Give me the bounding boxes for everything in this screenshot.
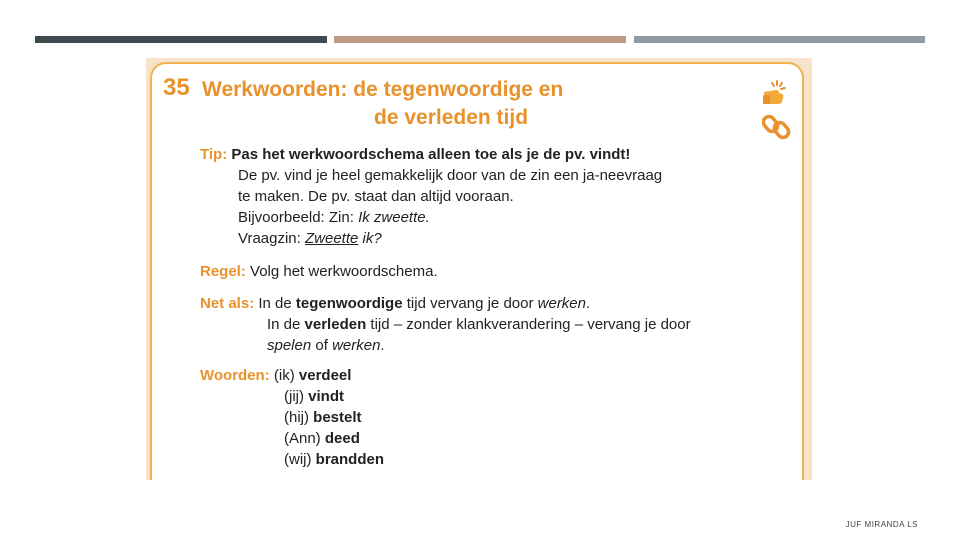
- netals-text: of: [311, 337, 333, 354]
- lesson-card: [150, 62, 804, 480]
- netals-text: In de: [254, 295, 296, 312]
- tip-heading: Pas het werkwoordschema alleen toe als je de pv. vindt!: [231, 146, 631, 163]
- tip-question: [238, 228, 382, 249]
- words-line-4: [284, 428, 360, 449]
- word-verb: brandden: [315, 451, 384, 468]
- netals-verb: werken: [332, 337, 381, 354]
- netals-text: .: [586, 295, 591, 312]
- word-verb: vindt: [308, 388, 344, 405]
- footer-author: JUF MIRANDA LS: [845, 520, 918, 529]
- rule-label: Regel:: [200, 263, 246, 280]
- tip-line-2: te maken. De pv. staat dan altijd vooraan.: [238, 188, 514, 205]
- question-prefix: Vraagzin:: [238, 230, 305, 247]
- pointing-hand-icon: [760, 78, 790, 108]
- rule-text: Volg het werkwoordschema.: [245, 263, 438, 280]
- header-bar-dark: [35, 36, 327, 43]
- example-prefix: Bijvoorbeeld: Zin:: [238, 209, 359, 226]
- title-line-1: Werkwoorden: de tegenwoordige en: [202, 78, 564, 101]
- example-sentence: Ik zweette.: [358, 209, 430, 226]
- chain-link-icon: [762, 112, 792, 142]
- header-bar-tan: [334, 36, 626, 43]
- words-line-2: [284, 386, 344, 407]
- words-line-1: [200, 365, 351, 386]
- word-verb: verdeel: [298, 367, 352, 384]
- netals-term: tegenwoordige: [295, 295, 403, 312]
- tip-example: [238, 207, 430, 228]
- word-verb: deed: [324, 430, 360, 447]
- word-pronoun: (jij): [284, 388, 309, 405]
- question-verb: Zweette: [304, 230, 359, 247]
- lesson-number: 35: [163, 74, 190, 101]
- tip-label: Tip:: [200, 146, 228, 163]
- netals-text: .: [380, 337, 385, 354]
- word-pronoun: (ik): [269, 367, 299, 384]
- title-line-2: de verleden tijd: [374, 106, 529, 129]
- netals-verb: spelen: [267, 337, 312, 354]
- netals-line-3: [267, 335, 385, 356]
- word-verb: bestelt: [313, 409, 362, 426]
- netals-line-2: [267, 314, 691, 335]
- tip-heading-line: [200, 144, 630, 165]
- netals-text: tijd – zonder klankverandering – vervang je door: [366, 316, 691, 333]
- netals-text: In de: [267, 316, 305, 333]
- rule-line: [200, 261, 438, 282]
- word-pronoun: (wij): [284, 451, 316, 468]
- header-bar-gray: [634, 36, 925, 43]
- netals-term: verleden: [304, 316, 367, 333]
- netals-text: tijd vervang je door: [402, 295, 538, 312]
- lesson-title: [202, 76, 563, 132]
- words-line-5: [284, 449, 384, 470]
- words-label: Woorden:: [200, 367, 270, 384]
- words-line-3: [284, 407, 362, 428]
- netals-line-1: [200, 293, 590, 314]
- netals-label: Net als:: [200, 295, 255, 312]
- word-pronoun: (Ann): [284, 430, 325, 447]
- question-rest: ik?: [358, 230, 382, 247]
- tip-line-1: De pv. vind je heel gemakkelijk door van de zin een ja-neevraag: [238, 167, 663, 184]
- word-pronoun: (hij): [284, 409, 314, 426]
- lesson-image: [146, 58, 812, 480]
- netals-verb: werken: [537, 295, 586, 312]
